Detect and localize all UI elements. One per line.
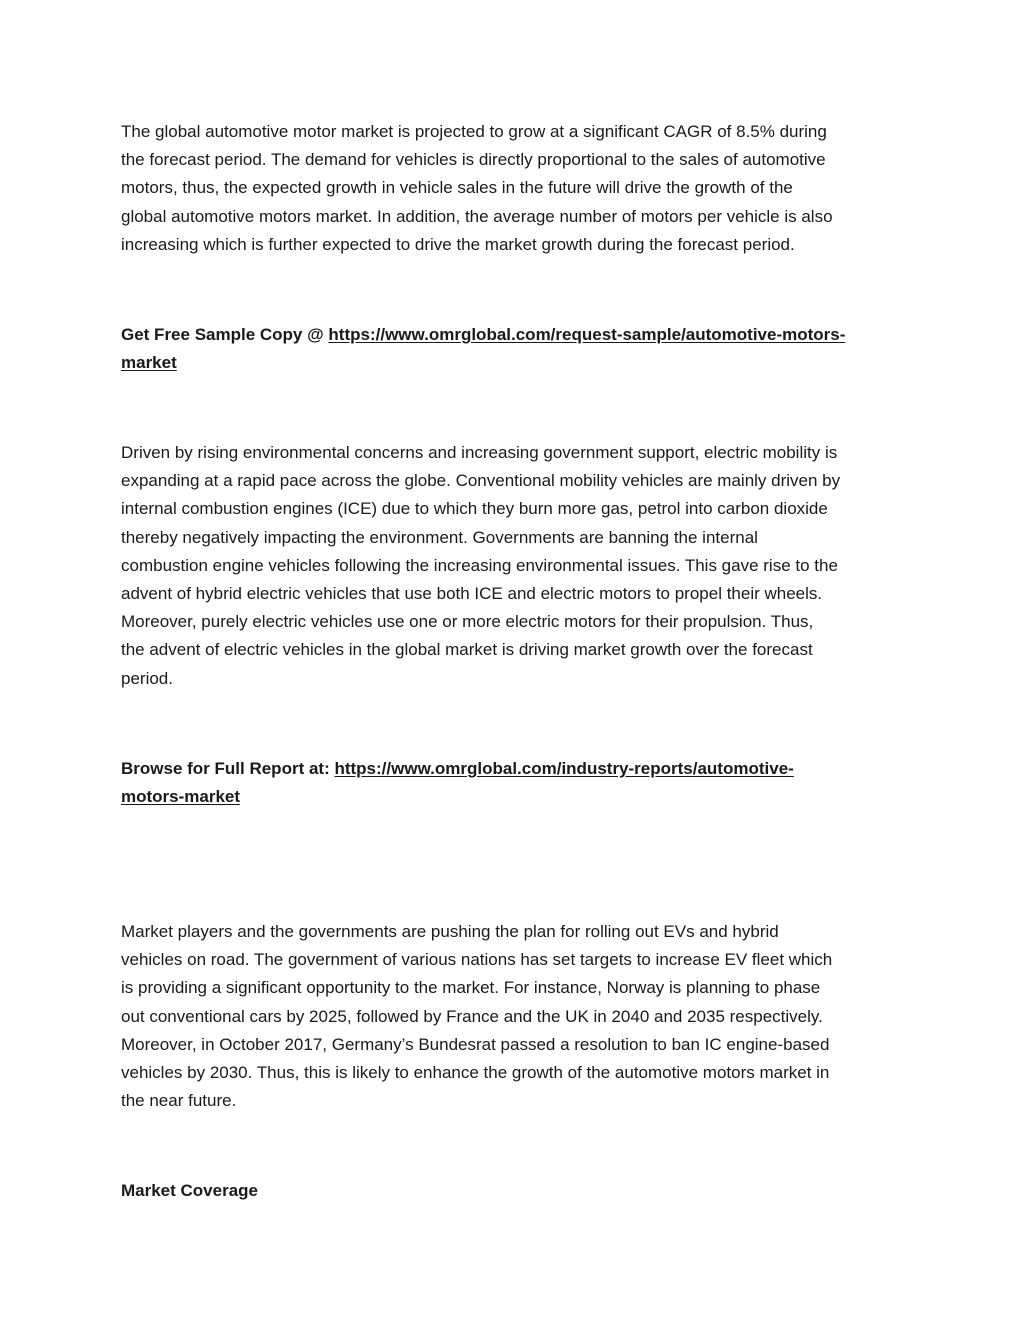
paragraph-line: period. [121, 668, 173, 688]
paragraph-line: motors, thus, the expected growth in vehicle sales in the future will drive the growth of the [121, 178, 793, 198]
paragraph-line: global automotive motors market. In addition, the average number of motors per vehicle is also [121, 206, 833, 226]
sample-copy-label: Get Free Sample Copy @ [121, 325, 329, 344]
paragraph-line: Driven by rising environmental concerns and increasing government support, electric mobility is [121, 443, 838, 462]
sample-copy-section [121, 321, 911, 377]
paragraph-line: out conventional cars by 2025, followed by France and the UK in 2040 and 2035 respectively. [121, 1006, 823, 1026]
full-report-label: Browse for Full Report at: [121, 759, 335, 778]
sample-copy-link[interactable]: https://www.omrglobal.com/request-sample/automotive-motors- [328, 325, 846, 344]
paragraph-line: vehicles by 2030. Thus, this is likely to enhance the growth of the automotive motors market in [121, 1062, 830, 1082]
paragraph-line: the near future. [121, 1091, 237, 1111]
paragraph-line: combustion engine vehicles following the increasing environmental issues. This gave rise to the [121, 555, 838, 575]
paragraph-line: the forecast period. The demand for vehicles is directly proportional to the sales of automotive [121, 150, 826, 170]
paragraph-line: increasing which is further expected to drive the market growth during the forecast period. [121, 234, 795, 254]
paragraph-electric-mobility [121, 439, 911, 693]
paragraph-market-players [121, 918, 911, 1115]
paragraph-line: expanding at a rapid pace across the globe. Conventional mobility vehicles are mainly driven by [121, 471, 841, 491]
paragraph-line: advent of hybrid electric vehicles that use both ICE and electric motors to propel their wheels. [121, 583, 823, 603]
paragraph-line: The global automotive motor market is projected to grow at a significant CAGR of 8.5% during [121, 122, 827, 141]
paragraph-line: thereby negatively impacting the environment. Governments are banning the internal [121, 527, 758, 547]
paragraph-line: Market players and the governments are pushing the plan for rolling out EVs and hybrid [121, 922, 779, 941]
paragraph-market-growth [121, 118, 911, 259]
full-report-link[interactable]: https://www.omrglobal.com/industry-reports/automotive- [334, 759, 794, 778]
paragraph-line: is providing a significant opportunity to the market. For instance, Norway is planning to phase [121, 978, 821, 998]
paragraph-line: vehicles on road. The government of various nations has set targets to increase EV fleet which [121, 950, 833, 970]
full-report-link-continued[interactable]: motors-market [121, 787, 241, 807]
paragraph-line: Moreover, purely electric vehicles use one or more electric motors for their propulsion. Thus, [121, 612, 814, 632]
paragraph-line: Moreover, in October 2017, Germany’s Bundesrat passed a resolution to ban IC engine-based [121, 1034, 830, 1054]
paragraph-line: the advent of electric vehicles in the global market is driving market growth over the forecast [121, 640, 813, 660]
sample-copy-link-continued[interactable]: market [121, 353, 177, 373]
paragraph-line: internal combustion engines (ICE) due to which they burn more gas, petrol into carbon dioxide [121, 499, 828, 519]
heading-market-coverage: Market Coverage [121, 1181, 259, 1200]
full-report-section [121, 755, 911, 811]
